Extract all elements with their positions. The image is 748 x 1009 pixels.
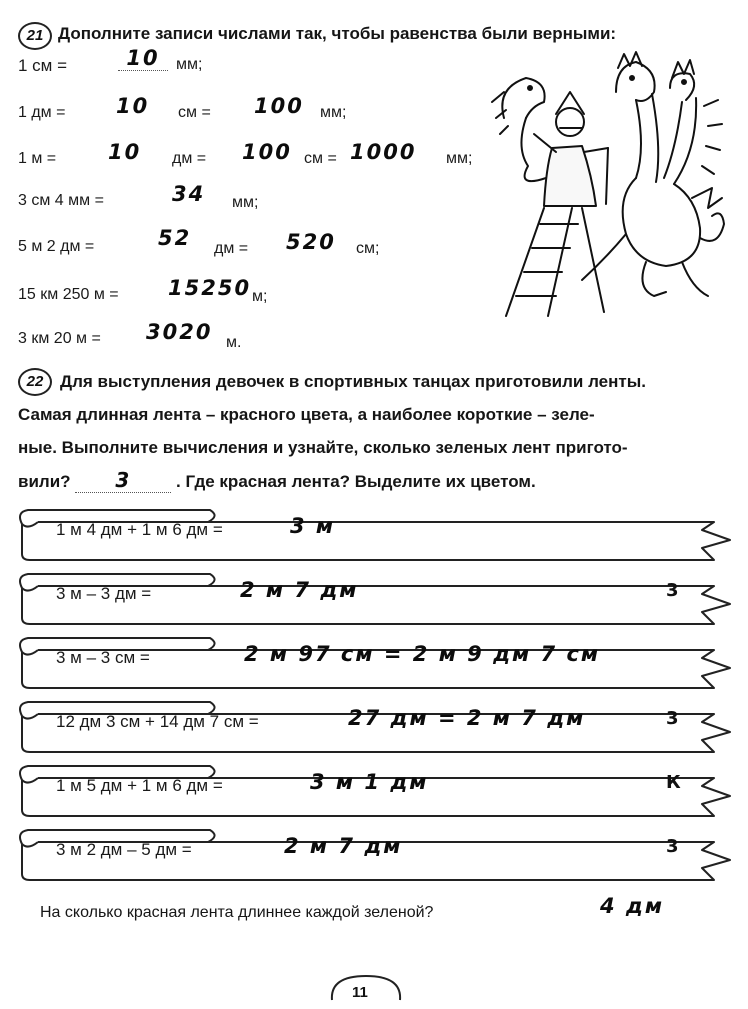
ribbon-color-mark: 3: [666, 580, 679, 601]
exercise-22-text-line-4: [18, 468, 536, 493]
ribbon-expression: 1 м 4 дм + 1 м 6 дм =: [56, 520, 223, 539]
row-4-unit-1: мм;: [232, 194, 259, 211]
ribbon-5: [14, 764, 734, 810]
row-5-left: 5 м 2 дм =: [18, 238, 95, 255]
exercise-21-number: 21: [18, 22, 52, 50]
exercise-22-number: 22: [18, 368, 52, 396]
row-3-unit-1: дм =: [172, 150, 207, 167]
row-7-answer-1: 3020: [146, 320, 213, 344]
ribbon-expression: 3 м 2 дм – 5 дм =: [56, 840, 192, 859]
final-question: На сколько красная лента длиннее каждой зеленой?: [40, 904, 434, 921]
row-5-answer-1: 52: [158, 226, 192, 250]
row-3-answer-3: 1000: [350, 140, 417, 164]
row-2-answer-1: 10: [116, 94, 150, 118]
row-6-answer-1: 15250: [168, 276, 252, 300]
ribbon-expression: 12 дм 3 см + 14 дм 7 см =: [56, 712, 259, 731]
exercise-22-text-line-2: Самая длинная лента – красного цвета, а наиболее короткие – зеле-: [18, 405, 595, 424]
row-2-unit-1: см =: [178, 104, 211, 121]
row-3-unit-3: мм;: [446, 150, 473, 167]
row-5-unit-1: дм =: [214, 240, 249, 257]
ribbon-color-mark: 3: [666, 836, 679, 857]
green-ribbon-count-answer: 3: [75, 468, 171, 493]
ribbon-answer: 3 м 1 дм: [310, 770, 429, 794]
final-question-answer: 4 дм: [600, 894, 665, 918]
ribbon-answer: 27 дм = 2 м 7 дм: [348, 706, 586, 730]
ribbon-color-mark: 3: [666, 708, 679, 729]
row-3-answer-1: 10: [108, 140, 142, 164]
ribbon-expression: 3 м – 3 дм =: [56, 584, 152, 603]
exercise-22-text-line-1: Для выступления девочек в спортивных танцах приготовили ленты.: [60, 372, 646, 391]
row-2-left: 1 дм =: [18, 104, 66, 121]
row-4-left: 3 см 4 мм =: [18, 192, 104, 209]
ribbon-expression: 3 м – 3 см =: [56, 648, 150, 667]
row-2-answer-2: 100: [254, 94, 304, 118]
ribbon-color-mark: К: [666, 772, 681, 793]
page-number: 11: [352, 984, 368, 1001]
dragon-knight-illustration: [486, 48, 726, 328]
text-line-4-end: . Где красная лента? Выделите их цветом.: [176, 472, 536, 491]
row-2-unit-2: мм;: [320, 104, 347, 121]
ribbon-expression: 1 м 5 дм + 1 м 6 дм =: [56, 776, 223, 795]
row-6-left: 15 км 250 м =: [18, 286, 119, 303]
row-7-left: 3 км 20 м =: [18, 330, 101, 347]
ribbon-answer: 2 м 97 см = 2 м 9 дм 7 см: [244, 642, 601, 666]
exercise-22-text-line-3: ные. Выполните вычисления и узнайте, сколько зеленых лент пригото-: [18, 438, 628, 457]
text-line-4-start: вили?: [18, 472, 71, 491]
ribbon-answer: 2 м 7 дм: [284, 834, 403, 858]
ribbon-6: [14, 828, 734, 874]
row-6-unit-1: м;: [252, 288, 268, 305]
row-4-answer-1: 34: [172, 182, 206, 206]
ribbon-answer: 3 м: [290, 514, 336, 538]
ribbon-1: [14, 508, 734, 554]
row-3-unit-2: см =: [304, 150, 337, 167]
exercise-21-title: Дополните записи числами так, чтобы равенства были верными:: [58, 24, 617, 43]
ribbon-4: [14, 700, 734, 746]
row-7-unit-1: м.: [226, 334, 242, 351]
row-5-unit-2: см;: [356, 240, 380, 257]
row-1-left: 1 см =: [18, 56, 68, 75]
ribbon-2: [14, 572, 734, 618]
ribbon-3: [14, 636, 734, 682]
row-3-left: 1 м =: [18, 150, 57, 167]
ribbon-answer: 2 м 7 дм: [240, 578, 359, 602]
row-1-answer-1: 10: [118, 46, 168, 71]
row-3-answer-2: 100: [242, 140, 292, 164]
row-5-answer-2: 520: [286, 230, 336, 254]
row-1-unit-1: мм;: [176, 56, 203, 73]
